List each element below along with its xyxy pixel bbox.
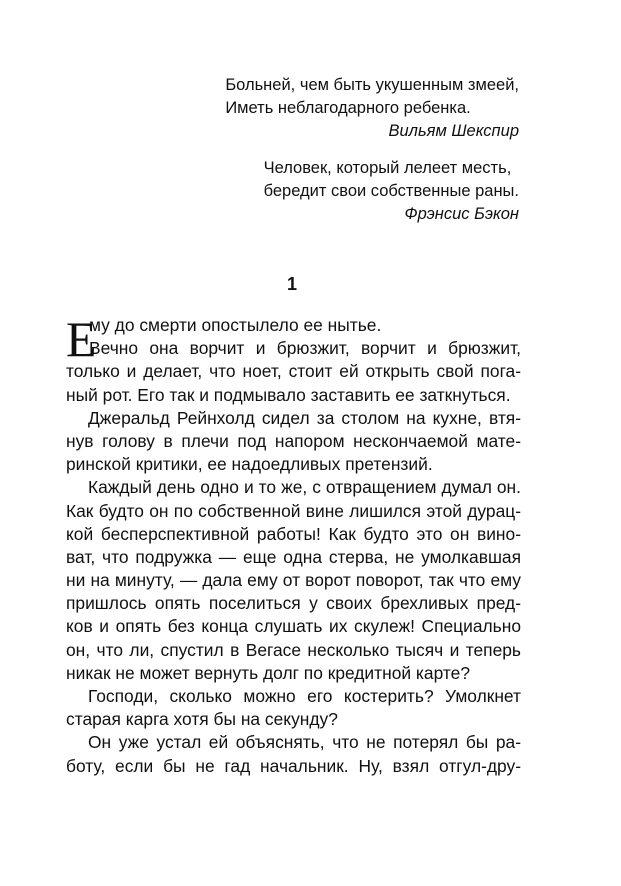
text-line: он, что ли, спустил в Вегасе несколько тысяч и теперь [66, 639, 521, 660]
text-line: Вечно она ворчит и брюзжит, ворчит и брюзжит, [89, 338, 521, 359]
text-line: Господи, сколько можно его костерить? Умолкнет [88, 686, 521, 706]
body-text [66, 311, 521, 778]
text-line: ни на минуту, — дала ему от ворот поворот, так что ему [66, 570, 521, 591]
drop-cap-block [66, 311, 521, 367]
text-line: никак не может вернуть долг по кредитной карте? [66, 662, 470, 683]
text-line: ков и опять без конца слушать их скулеж! Специально [66, 616, 521, 637]
epigraph-line: Человек, который лелеет месть, [263, 159, 512, 177]
text-line: нув голову в плечи под напором нескончаемой мате- [66, 430, 521, 451]
text-line: ват, что подружка — еще одна стерва, не умолкавшая [66, 546, 521, 567]
text-line: Джеральд Рейнхолд сидел за столом на кухне, втя- [88, 407, 521, 428]
epigraph-shakespeare [189, 74, 519, 143]
text-line: кой бесперспективной работы! Как будто это он вино- [66, 523, 521, 544]
text-line: ный рот. Его так и подмывало заставить ее заткнуться. [66, 384, 511, 405]
text-line: му до смерти опостылело ее нытье. [89, 315, 382, 335]
text-line: пришлось опять поселиться у своих брехливых пред- [66, 593, 521, 614]
text-line: Он уже устал ей объяснять, что не потерял бы ра- [88, 732, 521, 753]
text-line: только и делает, что ноет, стоит ей открыть свой пога- [66, 361, 521, 382]
chapter-number: 1 [286, 274, 297, 294]
epigraph-author: Фрэнсис Бэкон [404, 205, 519, 223]
epigraph-line: Больней, чем быть укушенным змеей, [225, 76, 519, 94]
epigraph-line: бередит свои собственные раны. [263, 182, 519, 200]
epigraph-bacon [189, 157, 519, 226]
epigraph-line: Иметь неблагодарного ребенка. [225, 99, 471, 117]
epigraph-author: Вильям Шекспир [388, 122, 519, 140]
text-line: Каждый день одно и то же, с отвращением думал он. [88, 477, 521, 498]
epigraphs [189, 74, 519, 226]
text-line: боту, если бы не гад начальник. Ну, взял отгул-дру- [66, 755, 521, 776]
epigraph-text [264, 157, 519, 203]
drop-cap: Е [66, 311, 97, 367]
text-line: Как будто он по собственной вине лишился этой дурац- [66, 500, 521, 521]
text-line: ринской критики, ее надоедливых претензий. [66, 454, 433, 475]
epigraph-text [225, 74, 519, 120]
text-line: старая карга хотя бы на секунду? [66, 709, 338, 730]
